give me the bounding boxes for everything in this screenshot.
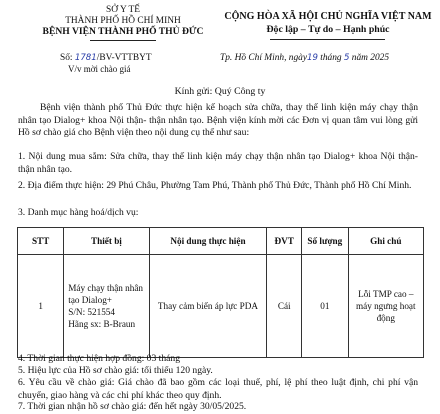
- item-1: 1. Nội dung mua sắm: Sửa chữa, thay thế linh kiện máy chạy thận nhân tạo Dialog+ khoa Nội thận- thận nhân tạo.: [18, 151, 418, 175]
- org-line-2: THÀNH PHỐ HỒ CHÍ MINH: [65, 16, 181, 26]
- col-header-note: Ghi chú: [348, 228, 423, 255]
- item-7: 7. Thời gian nhận hồ sơ chào giá: đến hết ngày 30/05/2025.: [18, 401, 247, 412]
- col-header-stt: STT: [18, 228, 64, 255]
- col-header-unit: ĐVT: [267, 228, 302, 255]
- header-divider-left: [90, 40, 156, 41]
- device-maker: Hãng sx: B-Braun: [68, 319, 136, 330]
- item-3: 3. Danh mục hàng hoá/dịch vụ:: [18, 207, 139, 218]
- cell-content: Thay cảm biến áp lực PDA: [149, 255, 267, 358]
- org-line-1: SỞ Y TẾ: [105, 5, 141, 15]
- item-5: 5. Hiệu lực của Hồ sơ chào giá: tối thiểu 120 ngày.: [18, 365, 213, 376]
- device-serial: S/N: 521554: [68, 307, 115, 317]
- table-header-row: [18, 228, 424, 255]
- item-6: 6. Yêu cầu về chào giá: Giá chào đã bao gồm các loại thuế, phí, lệ phí theo luật định, chi phí vận chuyển, giao hàng và các chi phí khác theo quy định.: [18, 377, 418, 401]
- document-number: [60, 52, 152, 64]
- date-prefix: Tp. Hồ Chí Minh, ngày: [220, 53, 307, 63]
- salutation: Kính gửi: Quý Công ty: [174, 86, 266, 97]
- col-header-device: Thiết bị: [64, 228, 149, 255]
- date-year: năm 2025: [351, 53, 390, 63]
- date-month: 5: [343, 53, 350, 63]
- cell-device: [64, 255, 149, 358]
- national-title: CỘNG HÒA XÃ HỘI CHỦ NGHĨA VIỆT NAM: [224, 11, 432, 22]
- col-header-quantity: Số lượng: [302, 228, 348, 255]
- intro-paragraph: Bệnh viện thành phố Thủ Đức thực hiện kế hoạch sửa chữa, thay thế linh kiện máy chạy thận nhân tạo Dialog+ khoa Nội thận- thận nhân tạo. Bệnh viện kính mời các Đơn vị quan tâm vui lòng gửi Hồ sơ chào giá cho Bệnh viện theo nội dung cụ thể như sau:: [18, 102, 418, 139]
- document-subject: V/v mời chào giá: [68, 64, 131, 74]
- table-row: [18, 255, 424, 358]
- org-line-3: BỆNH VIỆN THÀNH PHỐ THỦ ĐỨC: [42, 26, 204, 37]
- cell-note: Lỗi TMP cao – máy ngưng hoạt động: [348, 255, 423, 358]
- item-4: 4. Thời gian thực hiện hợp đồng: 03 tháng: [18, 353, 180, 364]
- date-line: [220, 52, 389, 64]
- device-name: Máy chạy thận nhân tạo Dialog+: [68, 282, 144, 305]
- national-motto: Độc lập – Tự do – Hạnh phúc: [266, 24, 390, 35]
- cell-quantity: 01: [302, 255, 348, 358]
- doc-number-handwritten: 1781: [74, 53, 97, 63]
- col-header-content: Nội dung thực hiện: [149, 228, 267, 255]
- cell-stt: 1: [18, 255, 64, 358]
- cell-unit: Cái: [267, 255, 302, 358]
- item-2: 2. Địa điểm thực hiện: 29 Phú Châu, Phường Tam Phú, Thành phố Thủ Đức, Thành phố Hồ Chí Minh.: [18, 180, 412, 191]
- doc-number-prefix: Số:: [60, 53, 73, 63]
- header-divider-right: [270, 39, 385, 40]
- date-month-word: tháng: [320, 53, 342, 63]
- doc-number-suffix: /BV-VTTBYT: [96, 53, 152, 63]
- date-day: 19: [306, 53, 318, 63]
- goods-table: [17, 227, 424, 358]
